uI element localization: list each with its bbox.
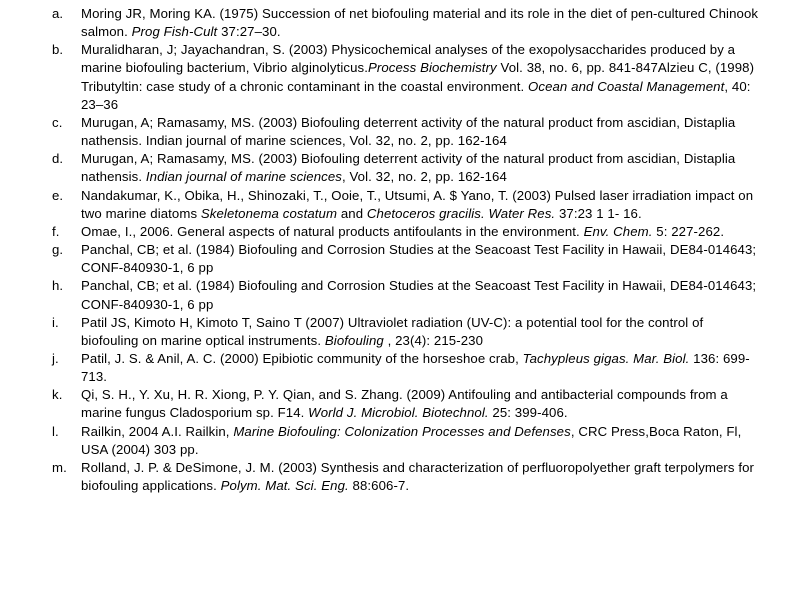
reference-text <box>81 242 756 275</box>
reference-italic-segment: Tachypleus gigas. Mar. Biol. <box>522 350 690 366</box>
reference-segment: Murugan, A; Ramasamy, MS. (2003) Biofouling deterrent activity of the natural product from ascidian, Distaplia nathensis. Indian journal of marine sciences, Vol. 32, no. 2, pp. 162-164 <box>81 114 736 149</box>
reference-segment: 25: 399-406. <box>488 405 568 421</box>
reference-text <box>81 351 750 384</box>
reference-segment: Patil JS, Kimoto H, Kimoto T, Saino T (2007) Ultraviolet radiation (UV-C): a potential tool for the control of biofouling on marine optical instruments. <box>81 314 704 348</box>
reference-item <box>52 241 760 277</box>
reference-marker: h. <box>52 278 64 294</box>
reference-italic-segment: World J. Microbiol. Biotechnol. <box>308 405 489 421</box>
reference-marker: m. <box>52 459 67 475</box>
reference-segment: Rolland, J. P. & DeSimone, J. M. (2003) Synthesis and characterization of perfluoropolyether graft terpolymers for biofouling applications. <box>81 459 755 494</box>
reference-item <box>52 41 760 114</box>
reference-segment: Moring JR, Moring KA. (1975) Succession of net biofouling material and its role in the diet of pen-cultured Chinook salmon. <box>81 6 759 40</box>
reference-marker: c. <box>52 114 63 130</box>
reference-segment: 37:23 1 1- 16. <box>555 205 642 221</box>
reference-italic-segment: Ocean and Coastal Management <box>528 78 725 94</box>
reference-segment: 88:606-7. <box>348 478 410 494</box>
reference-segment: Murugan, A; Ramasamy, MS. (2003) Biofouling deterrent activity of the natural product from ascidian, Distaplia nathensis. <box>81 151 736 185</box>
reference-text <box>81 42 754 111</box>
reference-segment: Muralidharan, J; Jayachandran, S. (2003) Physicochemical analyses of the exopolysaccharides produced by a marine biofouling bacterium, Vibrio alginolyticus. <box>81 42 736 76</box>
reference-item <box>52 114 760 150</box>
reference-marker: f. <box>52 223 60 239</box>
reference-italic-segment: Chetoceros gracilis. Water Res. <box>366 205 556 221</box>
reference-segment: , 23(4): 215-230 <box>383 332 484 348</box>
reference-segment: Qi, S. H., Y. Xu, H. R. Xiong, P. Y. Qian, and S. Zhang. (2009) Antifouling and antibacterial compounds from a marine fungus Cladosporium sp. F14. <box>81 387 728 421</box>
reference-marker: l. <box>52 423 59 439</box>
reference-segment: 5: 227-262. <box>652 223 725 239</box>
reference-text <box>81 115 735 148</box>
reference-text <box>81 224 724 239</box>
reference-item <box>52 350 760 386</box>
reference-text <box>81 387 728 420</box>
reference-segment: Vol. 38, no. 6, pp. 841-847Alzieu C, (1998) Tributyltin: case study of a chronic contaminant in the coastal environment. <box>81 60 755 94</box>
reference-marker: j. <box>52 350 59 366</box>
reference-text <box>81 460 754 493</box>
reference-segment: Nandakumar, K., Obika, H., Shinozaki, T., Ooie, T., Utsumi, A. $ Yano, T. (2003) Pulsed laser irradiation impact on two marine diatoms <box>81 187 754 221</box>
reference-text <box>81 151 735 184</box>
reference-segment: , Vol. 32, no. 2, pp. 162-164 <box>341 169 507 185</box>
reference-item <box>52 223 760 241</box>
reference-item <box>52 459 760 495</box>
reference-segment: Panchal, CB; et al. (1984) Biofouling and Corrosion Studies at the Seacoast Test Facility in Hawaii, DE84-014643; CONF-840930-1, 6 pp <box>81 278 757 312</box>
reference-segment: , 40: 23–36 <box>81 78 751 112</box>
reference-item <box>52 423 760 459</box>
reference-text <box>81 424 741 457</box>
reference-marker: d. <box>52 151 64 167</box>
reference-item <box>52 277 760 313</box>
reference-segment: Patil, J. S. & Anil, A. C. (2000) Epibiotic community of the horseshoe crab, <box>81 350 523 366</box>
reference-italic-segment: Polym. Mat. Sci. Eng. <box>220 478 349 494</box>
reference-item <box>52 314 760 350</box>
reference-italic-segment: Biofouling <box>324 332 384 348</box>
reference-marker: g. <box>52 242 64 258</box>
reference-italic-segment: Marine Biofouling: Colonization Processes and Defenses <box>233 423 571 439</box>
reference-text <box>81 315 703 348</box>
reference-item <box>52 150 760 186</box>
reference-segment: 37:27–30. <box>217 24 281 40</box>
reference-marker: b. <box>52 42 64 58</box>
reference-italic-segment: Indian journal of marine sciences <box>145 169 342 185</box>
reference-segment: , CRC Press,Boca Raton, Fl, USA (2004) 303 pp. <box>81 423 742 457</box>
reference-italic-segment: Prog Fish-Cult <box>131 24 218 40</box>
reference-text <box>81 188 753 221</box>
reference-marker: i. <box>52 314 59 330</box>
reference-marker: k. <box>52 387 63 403</box>
reference-item <box>52 187 760 223</box>
reference-text <box>81 278 756 311</box>
reference-segment: and <box>337 205 367 221</box>
reference-item <box>52 5 760 41</box>
reference-list <box>52 5 760 495</box>
reference-text <box>81 6 758 39</box>
reference-marker: a. <box>52 6 64 21</box>
reference-segment: Omae, I., 2006. General aspects of natural products antifoulants in the environment. <box>81 223 584 239</box>
reference-italic-segment: Env. Chem. <box>583 223 653 239</box>
reference-italic-segment: Skeletonema costatum <box>200 205 338 221</box>
reference-marker: e. <box>52 187 64 203</box>
reference-segment: Panchal, CB; et al. (1984) Biofouling and Corrosion Studies at the Seacoast Test Facility in Hawaii, DE84-014643; CONF-840930-1, 6 pp <box>81 242 757 276</box>
reference-italic-segment: Process Biochemistry <box>367 60 497 76</box>
reference-segment: Railkin, 2004 A.I. Railkin, <box>81 423 234 439</box>
reference-item <box>52 386 760 422</box>
reference-segment: 136: 699-713. <box>81 350 750 385</box>
